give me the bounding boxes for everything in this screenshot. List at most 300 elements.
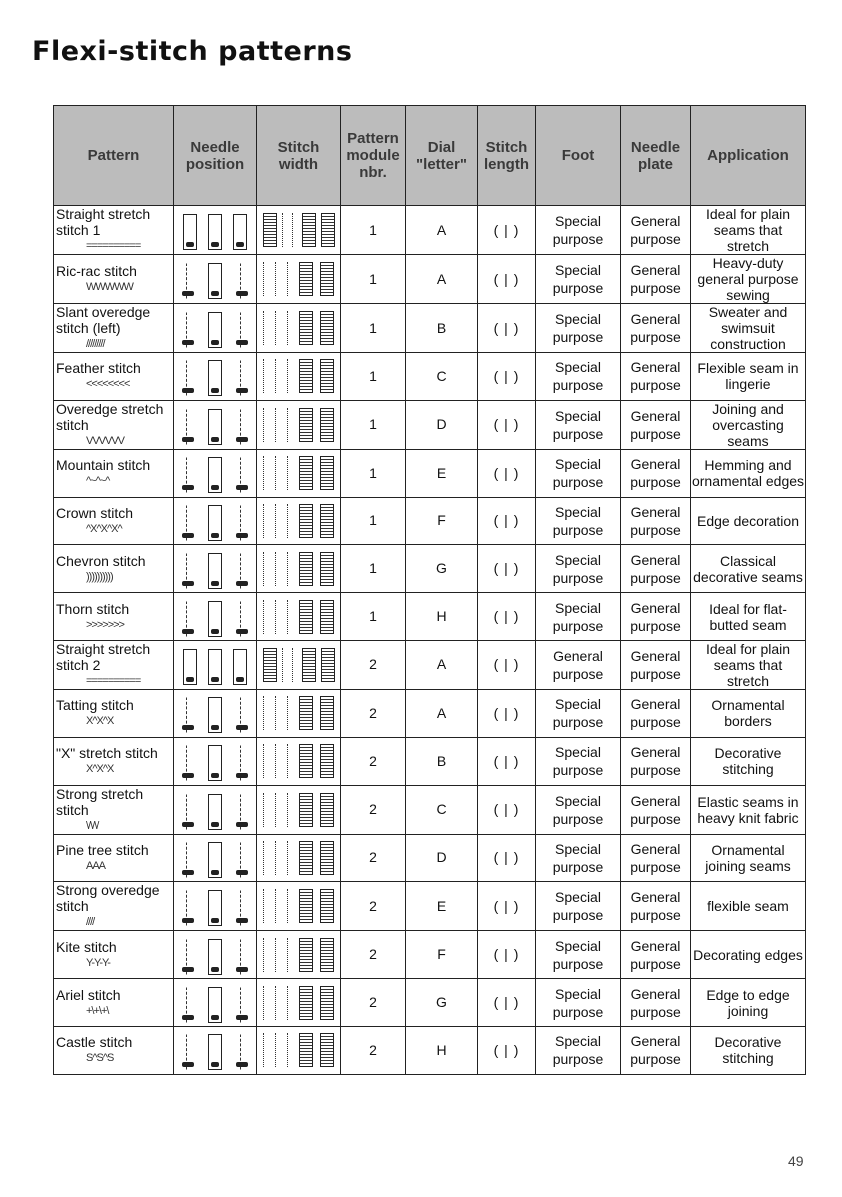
table-row — [54, 255, 806, 304]
foot-line-2: purpose — [552, 617, 604, 634]
stitch-symbol-icon: )))))))))) — [86, 570, 113, 583]
pattern-cell — [54, 689, 174, 737]
foot-line-1: Special — [555, 985, 601, 1002]
foot-cell — [536, 834, 621, 882]
plate-line-1: General — [630, 840, 681, 857]
needle-position-icon — [174, 259, 256, 299]
needle-position-icon — [174, 741, 256, 781]
foot-line-1: Special — [555, 744, 601, 761]
stitch-width-cell — [257, 353, 341, 401]
table-row — [54, 449, 806, 497]
module-cell: 2 — [341, 882, 406, 931]
dial-cell: A — [406, 640, 478, 689]
stitch-patterns-table — [53, 105, 806, 1075]
header-stitch-width: Stitch width — [257, 106, 341, 206]
plate-line-1: General — [630, 696, 681, 713]
pattern-cell — [54, 449, 174, 497]
module-cell: 1 — [341, 304, 406, 353]
needle-position-icon — [174, 838, 256, 878]
table-row — [54, 689, 806, 737]
table-row — [54, 834, 806, 882]
stitch-symbol-icon: AAA — [86, 859, 106, 872]
plate-line-1: General — [630, 889, 681, 906]
foot-cell — [536, 979, 621, 1027]
stitch-width-cell — [257, 449, 341, 497]
stitch-width-cell — [257, 255, 341, 304]
plate-line-2: purpose — [630, 377, 681, 394]
stitch-symbol-icon: ^~^~^ — [86, 475, 110, 488]
pattern-name: Kite stitch — [56, 938, 117, 955]
plate-line-1: General — [630, 262, 681, 278]
stitch-symbol-icon: VVVVVV — [86, 434, 125, 447]
plate-line-2: purpose — [630, 231, 681, 247]
stitch-length-cell: ( | ) — [478, 449, 536, 497]
header-application: Application — [691, 106, 806, 206]
application-cell: Elastic seams in heavy knit fabric — [691, 785, 806, 834]
application-cell: Decorating edges — [691, 931, 806, 979]
foot-line-1: Special — [555, 262, 601, 278]
plate-line-2: purpose — [630, 1003, 681, 1020]
plate-line-1: General — [630, 647, 681, 664]
dial-cell: F — [406, 497, 478, 545]
stitch-width-icon — [257, 741, 340, 781]
stitch-width-cell — [257, 545, 341, 593]
table-row — [54, 593, 806, 641]
stitch-width-icon — [257, 453, 340, 493]
application-cell: flexible seam — [691, 882, 806, 931]
plate-line-2: purpose — [630, 329, 681, 345]
page-number: 49 — [788, 1153, 804, 1169]
module-cell: 2 — [341, 979, 406, 1027]
stitch-width-icon — [257, 501, 340, 541]
needle-position-cell — [174, 545, 257, 593]
pattern-name: Slant overedge stitch (left) — [56, 304, 151, 336]
pattern-cell — [54, 255, 174, 304]
table-row — [54, 304, 806, 353]
stitch-width-cell — [257, 689, 341, 737]
module-cell: 2 — [341, 1026, 406, 1074]
stitch-length-cell: ( | ) — [478, 640, 536, 689]
foot-line-1: Special — [555, 407, 601, 424]
stitch-width-icon — [257, 983, 340, 1023]
pattern-name: Straight stretch stitch 2 — [56, 640, 151, 673]
foot-line-2: purpose — [552, 521, 604, 538]
application-cell: Ideal for plain seams that stretch — [691, 640, 806, 689]
needle-position-icon — [174, 453, 256, 493]
pattern-cell — [54, 640, 174, 689]
foot-line-1: Special — [555, 599, 601, 616]
plate-line-1: General — [630, 311, 681, 327]
pattern-name: Crown stitch — [56, 504, 134, 521]
pattern-cell — [54, 545, 174, 593]
needle-position-icon — [174, 549, 256, 589]
dial-cell: A — [406, 689, 478, 737]
foot-line-1: Special — [555, 311, 601, 327]
stitch-width-cell — [257, 979, 341, 1027]
plate-line-2: purpose — [630, 521, 681, 538]
needle-plate-cell — [621, 689, 691, 737]
stitch-symbol-icon: \/\/\/ — [86, 819, 99, 832]
stitch-width-icon — [257, 549, 340, 589]
foot-line-2: purpose — [552, 1051, 604, 1068]
application-cell: Ornamental borders — [691, 689, 806, 737]
foot-cell — [536, 689, 621, 737]
module-cell: 2 — [341, 640, 406, 689]
pattern-cell — [54, 206, 174, 255]
needle-position-cell — [174, 449, 257, 497]
stitch-length-cell: ( | ) — [478, 206, 536, 255]
stitch-length-cell: ( | ) — [478, 353, 536, 401]
module-cell: 2 — [341, 737, 406, 785]
needle-position-cell — [174, 785, 257, 834]
foot-cell — [536, 255, 621, 304]
foot-cell — [536, 1026, 621, 1074]
table-body — [54, 206, 806, 1075]
stitch-length-cell: ( | ) — [478, 689, 536, 737]
needle-position-cell — [174, 640, 257, 689]
stitch-width-cell — [257, 640, 341, 689]
needle-position-cell — [174, 593, 257, 641]
stitch-symbol-icon: Y-Y-Y- — [86, 956, 110, 969]
pattern-name: Feather stitch — [56, 360, 141, 377]
application-cell: Flexible seam in lingerie — [691, 353, 806, 401]
needle-plate-cell — [621, 640, 691, 689]
plate-line-2: purpose — [630, 810, 681, 827]
stitch-width-cell — [257, 497, 341, 545]
needle-position-cell — [174, 689, 257, 737]
pattern-name: Overedge stretch stitch — [56, 400, 164, 433]
table-row — [54, 931, 806, 979]
pattern-name: Straight stretch stitch 1 — [56, 206, 151, 238]
needle-position-cell — [174, 1026, 257, 1074]
foot-line-1: Special — [555, 840, 601, 857]
header-stitch-length: Stitch length — [478, 106, 536, 206]
dial-cell: C — [406, 353, 478, 401]
foot-line-2: purpose — [552, 231, 604, 247]
pattern-cell — [54, 882, 174, 931]
plate-line-2: purpose — [630, 907, 681, 924]
application-cell: Joining and overcasting seams — [691, 400, 806, 449]
needle-position-cell — [174, 353, 257, 401]
foot-cell — [536, 593, 621, 641]
foot-line-1: Special — [555, 359, 601, 376]
stitch-width-icon — [257, 308, 340, 348]
stitch-width-cell — [257, 834, 341, 882]
pattern-name: Castle stitch — [56, 1034, 133, 1051]
pattern-name: Mountain stitch — [56, 457, 151, 474]
foot-line-2: purpose — [552, 1003, 604, 1020]
stitch-length-cell: ( | ) — [478, 304, 536, 353]
table-row — [54, 497, 806, 545]
needle-plate-cell — [621, 785, 691, 834]
foot-cell — [536, 353, 621, 401]
page-title: Flexi-stitch patterns — [32, 36, 353, 67]
pattern-name: Tatting stitch — [56, 697, 134, 714]
pattern-cell — [54, 785, 174, 834]
pattern-name: Strong stretch stitch — [56, 785, 144, 818]
application-cell: Edge to edge joining — [691, 979, 806, 1027]
dial-cell: G — [406, 979, 478, 1027]
needle-position-cell — [174, 400, 257, 449]
plate-line-1: General — [630, 456, 681, 473]
needle-position-cell — [174, 882, 257, 931]
table-row — [54, 979, 806, 1027]
module-cell: 1 — [341, 449, 406, 497]
stitch-symbol-icon: ^X^X^X^ — [86, 522, 122, 535]
foot-line-2: purpose — [552, 762, 604, 779]
pattern-cell — [54, 931, 174, 979]
header-foot: Foot — [536, 106, 621, 206]
stitch-length-cell: ( | ) — [478, 1026, 536, 1074]
foot-cell — [536, 882, 621, 931]
stitch-length-cell: ( | ) — [478, 593, 536, 641]
needle-plate-cell — [621, 255, 691, 304]
application-cell: Decorative stitching — [691, 737, 806, 785]
table-row — [54, 737, 806, 785]
plate-line-2: purpose — [630, 858, 681, 875]
foot-cell — [536, 449, 621, 497]
pattern-cell — [54, 353, 174, 401]
foot-line-1: Special — [555, 937, 601, 954]
foot-cell — [536, 545, 621, 593]
application-cell: Hemming and ornamental edges — [691, 449, 806, 497]
stitch-symbol-icon: WWWWW — [86, 281, 133, 293]
pattern-name: Thorn stitch — [56, 600, 130, 617]
stitch-width-cell — [257, 882, 341, 931]
stitch-width-icon — [257, 886, 340, 926]
foot-cell — [536, 497, 621, 545]
module-cell: 1 — [341, 206, 406, 255]
foot-line-1: Special — [555, 696, 601, 713]
dial-cell: E — [406, 449, 478, 497]
foot-cell — [536, 640, 621, 689]
plate-line-2: purpose — [630, 425, 681, 442]
stitch-width-icon — [257, 1030, 340, 1070]
application-cell: Ideal for flat-butted seam — [691, 593, 806, 641]
table-row — [54, 785, 806, 834]
stitch-length-cell: ( | ) — [478, 497, 536, 545]
needle-position-icon — [174, 501, 256, 541]
module-cell: 1 — [341, 400, 406, 449]
needle-position-icon — [174, 1030, 256, 1070]
needle-plate-cell — [621, 449, 691, 497]
module-cell: 1 — [341, 497, 406, 545]
application-cell: Edge decoration — [691, 497, 806, 545]
needle-plate-cell — [621, 834, 691, 882]
foot-line-2: purpose — [552, 665, 604, 682]
stitch-length-cell: ( | ) — [478, 545, 536, 593]
pattern-cell — [54, 979, 174, 1027]
pattern-cell — [54, 497, 174, 545]
foot-line-2: purpose — [552, 280, 604, 296]
stitch-width-cell — [257, 593, 341, 641]
stitch-length-cell: ( | ) — [478, 882, 536, 931]
application-cell: Sweater and swimsuit construction — [691, 304, 806, 353]
needle-position-icon — [174, 983, 256, 1023]
dial-cell: G — [406, 545, 478, 593]
plate-line-1: General — [630, 503, 681, 520]
stitch-width-icon — [257, 597, 340, 637]
dial-cell: B — [406, 304, 478, 353]
stitch-width-cell — [257, 304, 341, 353]
stitch-width-icon — [257, 935, 340, 975]
needle-position-icon — [174, 886, 256, 926]
plate-line-1: General — [630, 985, 681, 1002]
foot-cell — [536, 304, 621, 353]
stitch-width-cell — [257, 206, 341, 255]
plate-line-2: purpose — [630, 1051, 681, 1068]
table-row — [54, 545, 806, 593]
needle-position-icon — [174, 405, 256, 445]
foot-cell — [536, 737, 621, 785]
foot-line-2: purpose — [552, 907, 604, 924]
stitch-length-cell: ( | ) — [478, 931, 536, 979]
plate-line-1: General — [630, 551, 681, 568]
needle-plate-cell — [621, 400, 691, 449]
stitch-length-cell: ( | ) — [478, 255, 536, 304]
table-header-row — [54, 106, 806, 206]
stitch-symbol-icon: ========== — [86, 240, 141, 252]
needle-position-cell — [174, 304, 257, 353]
dial-cell: D — [406, 834, 478, 882]
needle-position-cell — [174, 737, 257, 785]
application-cell: Ideal for plain seams that stretch — [691, 206, 806, 255]
stitch-width-cell — [257, 1026, 341, 1074]
dial-cell: E — [406, 882, 478, 931]
needle-plate-cell — [621, 353, 691, 401]
pattern-name: Pine tree stitch — [56, 841, 149, 858]
stitch-width-cell — [257, 737, 341, 785]
dial-cell: F — [406, 931, 478, 979]
needle-plate-cell — [621, 206, 691, 255]
foot-line-1: Special — [555, 456, 601, 473]
dial-cell: A — [406, 206, 478, 255]
application-cell: Classical decorative seams — [691, 545, 806, 593]
foot-line-1: Special — [555, 503, 601, 520]
plate-line-2: purpose — [630, 665, 681, 682]
stitch-symbol-icon: X^X^X — [86, 763, 114, 776]
plate-line-2: purpose — [630, 474, 681, 491]
stitch-width-icon — [257, 693, 340, 733]
foot-cell — [536, 206, 621, 255]
header-pattern-module: Pattern module nbr. — [341, 106, 406, 206]
pattern-name: "X" stretch stitch — [56, 745, 158, 762]
plate-line-2: purpose — [630, 569, 681, 586]
foot-line-2: purpose — [552, 474, 604, 491]
needle-plate-cell — [621, 497, 691, 545]
needle-position-cell — [174, 834, 257, 882]
plate-line-2: purpose — [630, 955, 681, 972]
table-row — [54, 882, 806, 931]
table-row — [54, 353, 806, 401]
plate-line-2: purpose — [630, 762, 681, 779]
stitch-length-cell: ( | ) — [478, 979, 536, 1027]
stitch-length-cell: ( | ) — [478, 400, 536, 449]
plate-line-1: General — [630, 1033, 681, 1050]
pattern-cell — [54, 1026, 174, 1074]
dial-cell: A — [406, 255, 478, 304]
needle-position-cell — [174, 206, 257, 255]
pattern-cell — [54, 737, 174, 785]
stitch-width-icon — [257, 356, 340, 396]
application-cell: Heavy-duty general purpose sewing — [691, 255, 806, 304]
module-cell: 1 — [341, 593, 406, 641]
stitch-width-icon — [257, 259, 340, 299]
header-pattern: Pattern — [54, 106, 174, 206]
stitch-symbol-icon: S^S^S — [86, 1052, 114, 1065]
plate-line-1: General — [630, 599, 681, 616]
module-cell: 1 — [341, 255, 406, 304]
foot-line-2: purpose — [552, 329, 604, 345]
dial-cell: B — [406, 737, 478, 785]
needle-plate-cell — [621, 737, 691, 785]
needle-plate-cell — [621, 882, 691, 931]
needle-position-icon — [174, 693, 256, 733]
needle-position-cell — [174, 979, 257, 1027]
stitch-symbol-icon: ///////// — [86, 338, 105, 350]
stitch-symbol-icon: <<<<<<<< — [86, 378, 130, 391]
needle-plate-cell — [621, 1026, 691, 1074]
stitch-symbol-icon: +\+\+\ — [86, 1004, 109, 1017]
foot-line-2: purpose — [552, 858, 604, 875]
stitch-length-cell: ( | ) — [478, 737, 536, 785]
pattern-name: Ric-rac stitch — [56, 263, 137, 279]
needle-position-icon — [174, 308, 256, 348]
needle-position-icon — [174, 356, 256, 396]
foot-cell — [536, 400, 621, 449]
dial-cell: C — [406, 785, 478, 834]
header-needle-position: Needle position — [174, 106, 257, 206]
stitch-width-cell — [257, 400, 341, 449]
plate-line-1: General — [630, 744, 681, 761]
stitch-symbol-icon: X^X^X — [86, 715, 114, 728]
foot-line-2: purpose — [552, 425, 604, 442]
foot-line-1: General — [553, 647, 603, 664]
pattern-cell — [54, 834, 174, 882]
needle-plate-cell — [621, 931, 691, 979]
module-cell: 2 — [341, 834, 406, 882]
needle-position-cell — [174, 931, 257, 979]
needle-plate-cell — [621, 979, 691, 1027]
needle-position-icon — [174, 210, 256, 250]
needle-position-icon — [174, 597, 256, 637]
foot-cell — [536, 931, 621, 979]
stitch-length-cell: ( | ) — [478, 834, 536, 882]
table-row — [54, 640, 806, 689]
plate-line-2: purpose — [630, 617, 681, 634]
stitch-width-icon — [257, 210, 340, 250]
foot-line-2: purpose — [552, 377, 604, 394]
needle-position-cell — [174, 497, 257, 545]
application-cell: Ornamental joining seams — [691, 834, 806, 882]
stitch-width-icon — [257, 838, 340, 878]
foot-line-2: purpose — [552, 569, 604, 586]
dial-cell: H — [406, 1026, 478, 1074]
pattern-name: Strong overedge stitch — [56, 882, 160, 915]
dial-cell: H — [406, 593, 478, 641]
plate-line-1: General — [630, 407, 681, 424]
needle-position-icon — [174, 645, 256, 685]
header-needle-plate: Needle plate — [621, 106, 691, 206]
table-row — [54, 400, 806, 449]
stitch-length-cell: ( | ) — [478, 785, 536, 834]
foot-cell — [536, 785, 621, 834]
foot-line-1: Special — [555, 1033, 601, 1050]
stitch-width-cell — [257, 931, 341, 979]
pattern-cell — [54, 593, 174, 641]
stitch-width-icon — [257, 645, 340, 685]
pattern-cell — [54, 400, 174, 449]
